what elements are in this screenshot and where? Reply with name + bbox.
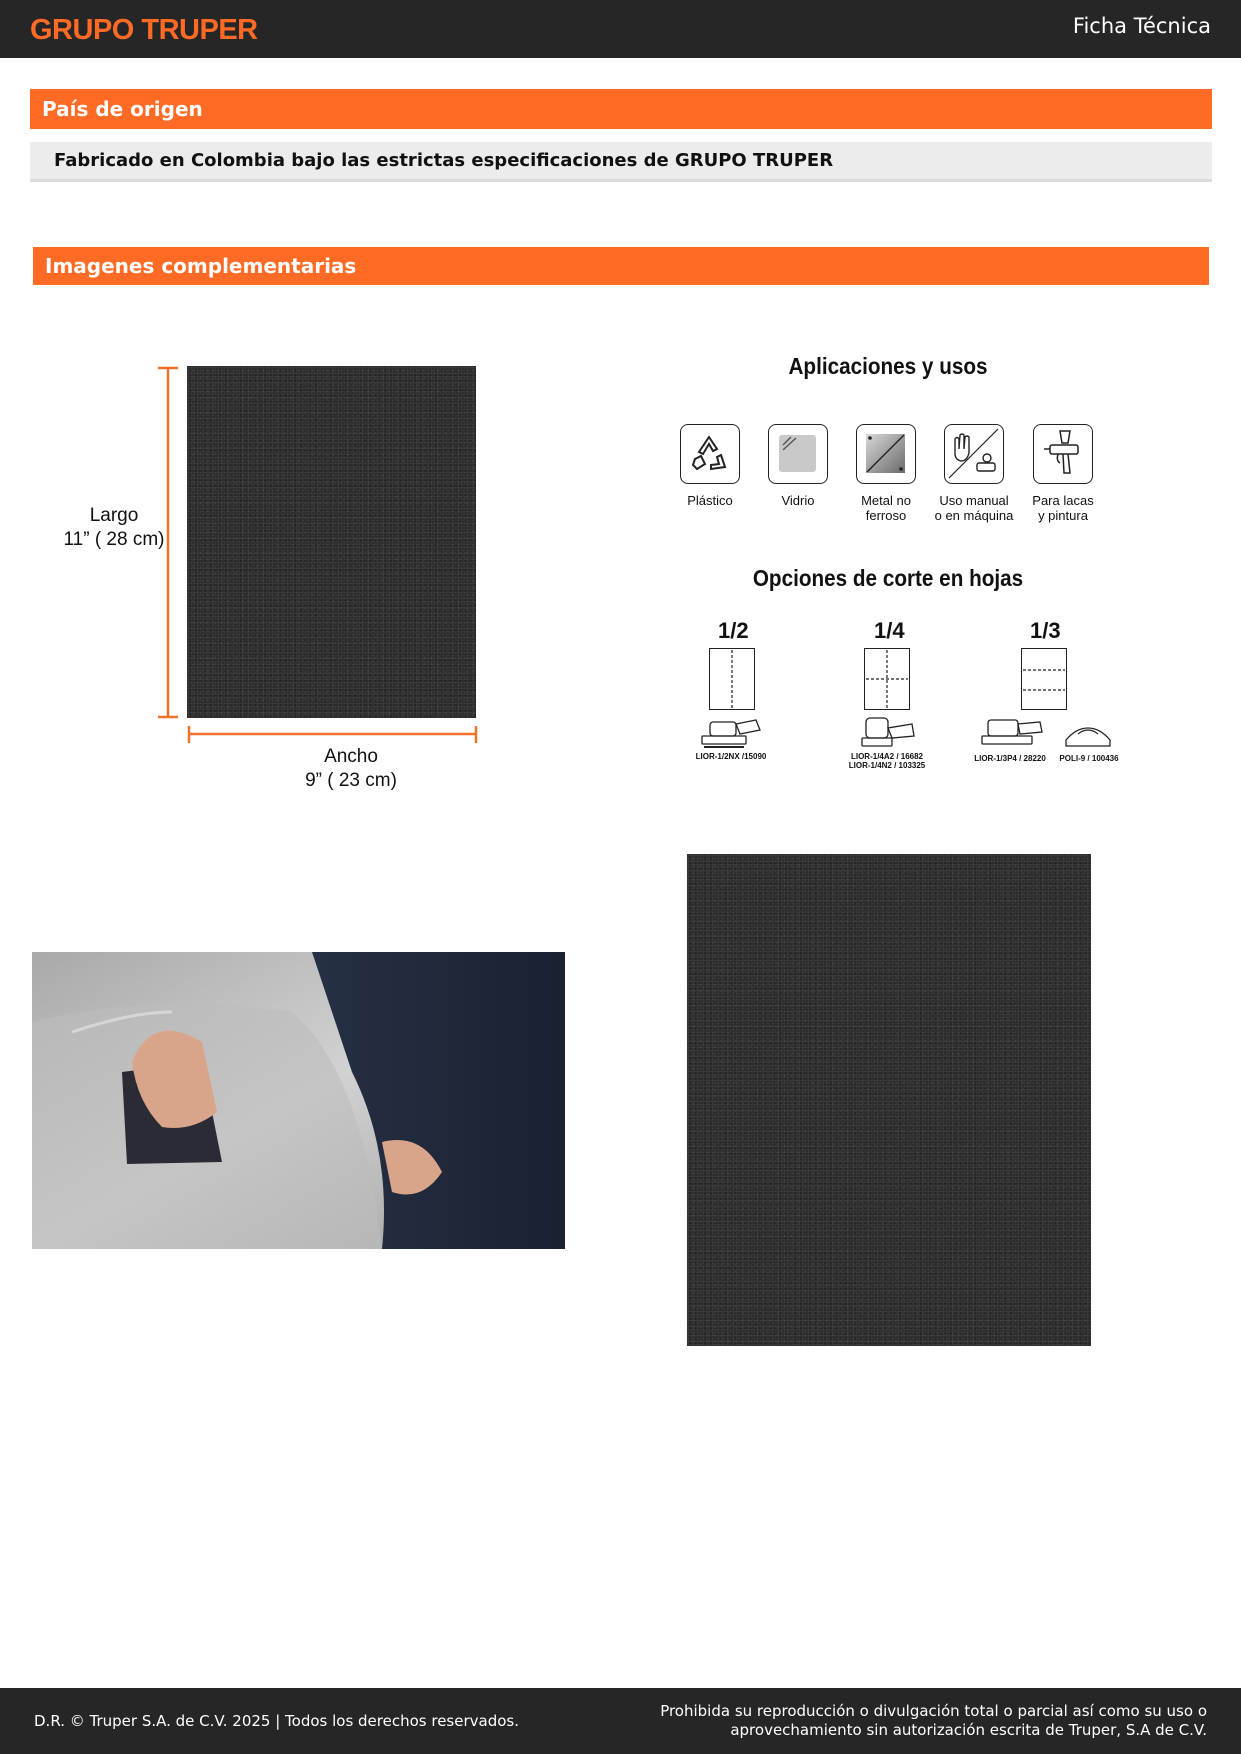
images-section-header: Imagenes complementarias	[33, 247, 1209, 285]
fraction-denominator: 3	[1048, 618, 1061, 643]
application-label-line: Plástico	[687, 493, 733, 508]
origin-section-header: País de origen	[30, 89, 1212, 129]
cutting-options-title: Opciones de corte en hojas	[752, 565, 1024, 591]
model-code	[1044, 754, 1134, 763]
model-code-line: LIOR-1/2NX /15090	[695, 752, 767, 761]
length-value: 11” ( 28 cm)	[63, 529, 165, 550]
application-label-line: Metal no	[861, 493, 911, 508]
width-label-text: Ancho	[324, 746, 378, 767]
model-code	[686, 752, 776, 761]
fraction-denominator: 4	[892, 618, 905, 643]
length-label	[52, 504, 176, 552]
model-code-line: POLI-9 / 100436	[1059, 754, 1119, 763]
document-type-title: Ficha Técnica	[1072, 14, 1211, 38]
model-code-line: LIOR-1/3P4 / 28220	[974, 754, 1046, 763]
application-label-line: Para lacas	[1032, 493, 1094, 508]
application-label-lacquer	[1008, 493, 1118, 523]
width-value: 9” ( 23 cm)	[305, 770, 397, 791]
sandpaper-sheet-image	[187, 366, 476, 718]
width-label	[271, 745, 431, 793]
fraction-third: 1/3	[1030, 618, 1061, 643]
fraction-numerator: 1	[1030, 618, 1043, 643]
sheet-sander-icon	[978, 712, 1048, 752]
origin-statement: Fabricado en Colombia bajo las estrictas especificaciones de GRUPO TRUPER	[30, 142, 1212, 182]
quarter-sheet-diagram	[864, 648, 910, 710]
fraction-numerator: 1	[874, 618, 887, 643]
application-label-line: Uso manual	[939, 493, 1009, 508]
half-sheet-diagram	[709, 648, 755, 710]
hand-sander-icon	[944, 424, 1004, 484]
model-code	[965, 754, 1055, 763]
sandpaper-sheet-large-image	[687, 854, 1091, 1346]
fraction-denominator: 2	[736, 618, 749, 643]
palm-sander-icon	[858, 712, 918, 752]
fraction-quarter: 1/4	[874, 618, 905, 643]
model-code-line: LIOR-1/4A2 / 16682	[850, 752, 924, 761]
fraction-half: 1/2	[718, 618, 749, 643]
length-label-text: Largo	[89, 505, 139, 526]
application-label-line: y pintura	[1038, 508, 1088, 523]
glass-icon	[768, 424, 828, 484]
application-label-line: o en máquina	[934, 508, 1014, 523]
copyright-text: D.R. © Truper S.A. de C.V. 2025 | Todos los derechos reservados.	[34, 1712, 519, 1730]
legal-notice-line: Prohibida su reproducción o divulgación total o parcial así como su uso o	[660, 1702, 1207, 1720]
model-codes	[842, 752, 932, 770]
brand-logo: GRUPO TRUPER	[30, 14, 258, 46]
applications-title: Aplicaciones y usos	[788, 353, 988, 379]
recycle-icon	[680, 424, 740, 484]
page-header	[0, 0, 1241, 58]
fraction-numerator: 1	[718, 618, 731, 643]
legal-notice	[647, 1702, 1207, 1740]
hand-sanding-block-icon	[1060, 722, 1116, 752]
orbital-sander-icon	[698, 712, 768, 752]
model-code-line: LIOR-1/4N2 / 103325	[848, 761, 926, 770]
legal-notice-line: aprovechamiento sin autorización escrita de Truper, S.A de C.V.	[730, 1721, 1207, 1739]
application-label-line: ferroso	[865, 508, 907, 523]
page-footer	[0, 1688, 1241, 1754]
metal-plate-icon	[856, 424, 916, 484]
spray-gun-icon	[1033, 424, 1093, 484]
sanding-car-bumper-photo	[32, 952, 565, 1249]
third-sheet-diagram	[1021, 648, 1067, 710]
application-label-line: Vidrio	[781, 493, 815, 508]
